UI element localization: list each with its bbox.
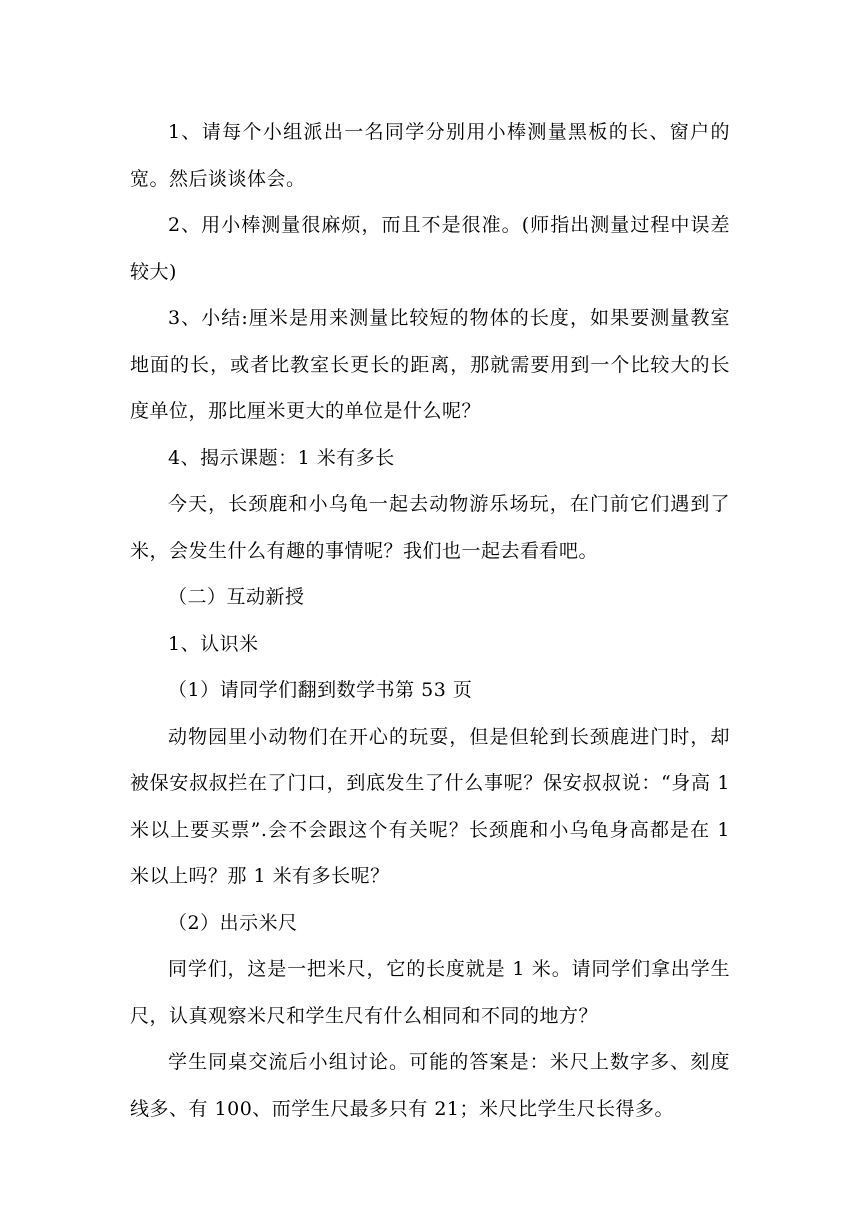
section-heading-interactive-teaching: （二）互动新授 (168, 586, 305, 608)
paragraph-zoo-story: 动物园里小动物们在开心的玩耍，但是但轮到长颈鹿进门时，却被保安叔叔拦在了门口，到底发生了什么事呢？保安叔叔说：“身高 1 米以上要买票”.会不会跟这个有关呢？长颈鹿和小乌龟身高都是在 1 米以上吗？那 1 米有多长呢？ (130, 725, 730, 887)
paragraph-5: 今天，长颈鹿和小乌龟一起去动物游乐场玩，在门前它们遇到了米，会发生什么有趣的事情呢？我们也一起去看看吧。 (130, 493, 730, 562)
document-body (130, 109, 730, 1132)
paragraph-4-lesson-topic: 4、揭示课题：1 米有多长 (168, 446, 395, 469)
paragraph-1: 1、请每个小组派出一名同学分别用小棒测量黑板的长、窗户的宽。然后谈谈体会。 (130, 121, 730, 190)
paragraph-discussion: 学生同桌交流后小组讨论。可能的答案是：米尺上数字多、刻度线多、有 100、而学生尺最多只有 21；米尺比学生尺长得多。 (130, 1051, 730, 1120)
subheading-open-book: （1）请同学们翻到数学书第 53 页 (168, 679, 473, 701)
subheading-know-meter: 1、认识米 (168, 632, 259, 655)
paragraph-3: 3、小结:厘米是用来测量比较短的物体的长度，如果要测量教室地面的长，或者比教室长更长的距离，那就需要用到一个比较大的长度单位，那比厘米更大的单位是什么呢？ (130, 307, 730, 422)
paragraph-meter-ruler: 同学们，这是一把米尺，它的长度就是 1 米。请同学们拿出学生尺，认真观察米尺和学生尺有什么相同和不同的地方？ (130, 958, 730, 1027)
subheading-show-meter-ruler: （2）出示米尺 (168, 911, 298, 934)
paragraph-2: 2、用小棒测量很麻烦，而且不是很准。(师指出测量过程中误差较大) (130, 214, 730, 283)
